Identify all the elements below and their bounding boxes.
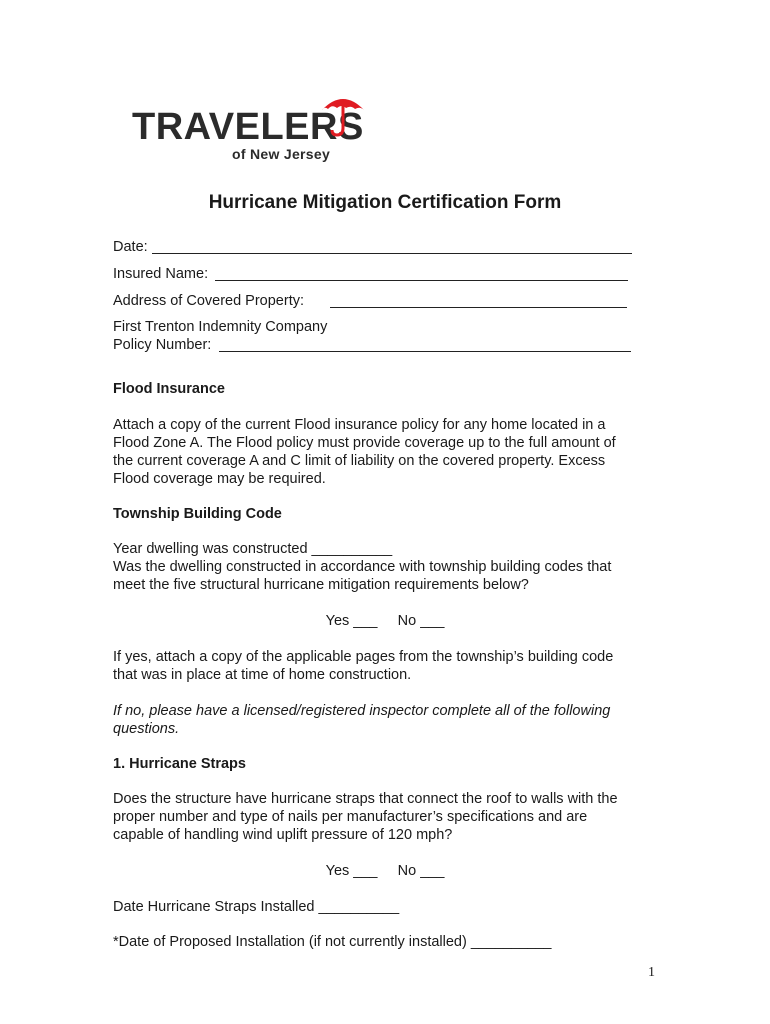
insured-name-field[interactable] [215,280,628,281]
umbrella-icon [320,92,366,138]
straps-installed-line[interactable]: Date Hurricane Straps Installed __________ [113,899,400,915]
logo-subtitle: of New Jersey [232,146,331,162]
flood-text-line: Flood Zone A. The Flood policy must provide coverage up to the full amount of [113,435,616,451]
if-yes-line: that was in place at time of home construction. [113,667,412,683]
straps-proposed-line[interactable]: *Date of Proposed Installation (if not currently installed) __________ [113,934,552,950]
straps-question-line: capable of handling wind uplift pressure of 120 mph? [113,827,453,843]
township-yes-no[interactable]: Yes ___ No ___ [325,613,445,629]
insured-name-label: Insured Name: [113,266,209,282]
policy-number-label: Policy Number: [113,337,212,353]
date-label: Date: [113,239,148,255]
flood-text-line: Flood coverage may be required. [113,471,326,487]
flood-text-line: Attach a copy of the current Flood insurance policy for any home located in a [113,417,606,433]
straps-question-line: Does the structure have hurricane straps that connect the roof to walls with the [113,791,618,807]
policy-number-field[interactable] [219,351,631,352]
if-yes-line: If yes, attach a copy of the applicable pages from the township’s building code [113,649,614,665]
travelers-logo [132,92,372,164]
township-heading: Township Building Code [113,506,282,522]
date-field[interactable] [152,253,632,254]
straps-yes-no[interactable]: Yes ___ No ___ [325,863,445,879]
company-name: First Trenton Indemnity Company [113,319,328,335]
flood-heading: Flood Insurance [113,381,225,397]
address-field[interactable] [330,307,627,308]
address-label: Address of Covered Property: [113,293,305,309]
year-constructed-line: Year dwelling was constructed __________ [113,541,393,557]
township-question-line: Was the dwelling constructed in accordance with township building codes that [113,559,612,575]
logo-brand-text: TRAVELERS [132,106,364,148]
straps-heading: 1. Hurricane Straps [113,756,246,772]
flood-text-line: the current coverage A and C limit of liability on the covered property. Excess [113,453,606,469]
page-number: 1 [648,965,655,980]
if-no-line: questions. [113,721,180,737]
township-question-line: meet the five structural hurricane mitigation requirements below? [113,577,529,593]
if-no-line: If no, please have a licensed/registered inspector complete all of the following [113,703,611,719]
form-title: Hurricane Mitigation Certification Form [208,192,562,213]
straps-question-line: proper number and type of nails per manufacturer’s specifications and are [113,809,588,825]
